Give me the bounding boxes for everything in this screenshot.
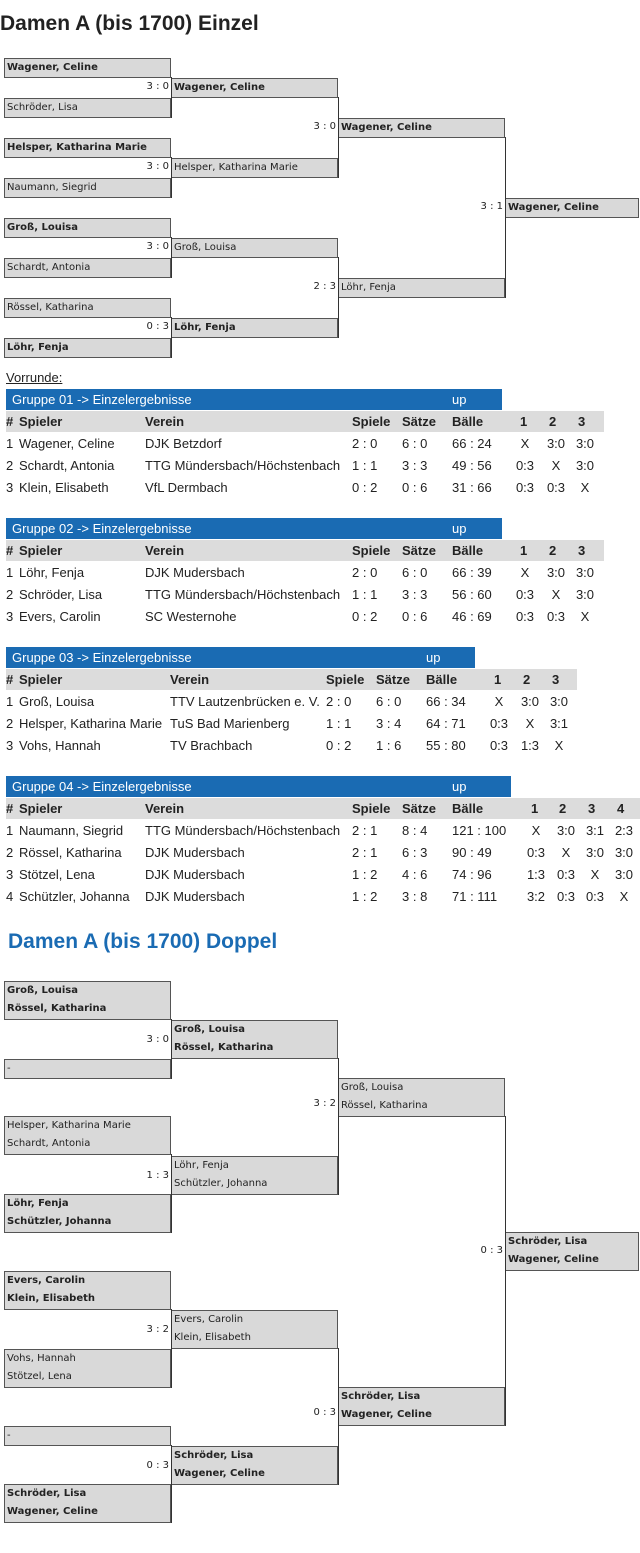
player-name: Groß, Louisa	[7, 222, 78, 233]
group-column-header	[6, 540, 604, 561]
row-sets: 3 : 3	[402, 458, 428, 473]
group-header[interactable]	[6, 518, 502, 539]
column-header-opponent: 1	[531, 801, 539, 816]
row-player: Wagener, Celine	[19, 436, 115, 451]
player-name: Groß, Louisa	[174, 1024, 245, 1035]
row-player: Schützler, Johanna	[19, 889, 130, 904]
match-score: 2 : 3	[313, 281, 336, 292]
bracket-line	[171, 77, 172, 118]
bracket-line	[171, 1445, 172, 1523]
bracket-line	[338, 1058, 339, 1195]
einzel-r1-entry[interactable]	[4, 178, 171, 198]
group-title[interactable]: Gruppe 02 -> Einzelergebnisse	[12, 521, 192, 536]
row-sets: 6 : 3	[402, 845, 428, 860]
match-score: 3 : 2	[146, 1324, 169, 1335]
row-balls: 90 : 49	[452, 845, 492, 860]
row-club: TTG Mündersbach/Höchstenbach	[145, 823, 341, 838]
row-result: 3:0	[575, 458, 595, 473]
player-name: Schröder, Lisa	[7, 1488, 87, 1499]
group-column-header	[6, 669, 577, 690]
bracket-line	[505, 137, 506, 298]
row-result: 1:3	[520, 738, 540, 753]
doppel-r1-entry[interactable]	[4, 981, 171, 1020]
player-name: Helsper, Katharina Marie	[7, 1120, 131, 1131]
column-header-baelle: Bälle	[452, 801, 484, 816]
column-header-spieler: Spieler	[19, 543, 63, 558]
player-name: -	[7, 1430, 11, 1441]
row-result: 3:0	[614, 845, 634, 860]
player-name: Schützler, Johanna	[7, 1216, 112, 1227]
vorrunde-label: Vorrunde:	[6, 370, 63, 385]
player-name: Wagener, Celine	[508, 202, 599, 213]
doppel-r1-entry[interactable]	[4, 1194, 171, 1233]
row-balls: 121 : 100	[452, 823, 507, 838]
row-rank: 1	[6, 436, 14, 451]
doppel-r2-entry[interactable]	[171, 1446, 338, 1485]
row-club: VfL Dermbach	[145, 480, 228, 495]
row-rank: 3	[6, 867, 14, 882]
row-rank: 4	[6, 889, 14, 904]
group-title[interactable]: Gruppe 04 -> Einzelergebnisse	[12, 779, 192, 794]
bracket-line	[171, 1019, 172, 1079]
player-name: Wagener, Celine	[341, 122, 432, 133]
row-sets: 8 : 4	[402, 823, 428, 838]
doppel-r1-entry[interactable]	[4, 1271, 171, 1310]
row-club: DJK Mudersbach	[145, 845, 245, 860]
row-result: 0:3	[556, 867, 576, 882]
row-result: X	[520, 565, 530, 580]
doppel-r2-entry[interactable]	[171, 1310, 338, 1349]
player-name: Wagener, Celine	[341, 1409, 432, 1420]
group-column-header	[6, 411, 604, 432]
row-player: Evers, Carolin	[19, 609, 101, 624]
row-balls: 71 : 111	[452, 889, 498, 904]
doppel-r3-entry[interactable]	[338, 1078, 505, 1117]
row-player: Vohs, Hannah	[19, 738, 101, 753]
row-result: 2:3	[614, 823, 634, 838]
player-name: -	[7, 1063, 11, 1074]
row-result: 0:3	[585, 889, 605, 904]
group-header[interactable]	[6, 647, 475, 668]
row-result: X	[580, 609, 590, 624]
column-header-baelle: Bälle	[452, 543, 484, 558]
row-result: 3:0	[575, 565, 595, 580]
row-result: 3:0	[549, 694, 569, 709]
column-header-hash: #	[6, 543, 14, 558]
column-header-saetze: Sätze	[402, 543, 436, 558]
row-result: 3:0	[546, 436, 566, 451]
einzel-r1-entry[interactable]	[4, 218, 171, 238]
doppel-title: Damen A (bis 1700) Doppel	[8, 930, 278, 953]
row-result: X	[561, 845, 571, 860]
player-name: Schröder, Lisa	[7, 102, 78, 113]
column-header-opponent: 1	[494, 672, 502, 687]
up-link[interactable]: up	[452, 779, 467, 794]
column-header-saetze: Sätze	[376, 672, 410, 687]
column-header-opponent: 2	[549, 543, 557, 558]
row-result: 3:0	[520, 694, 540, 709]
row-rank: 3	[6, 609, 14, 624]
column-header-opponent: 3	[578, 543, 586, 558]
row-rank: 1	[6, 823, 14, 838]
row-player: Helsper, Katharina Marie	[19, 716, 163, 731]
einzel-r1-entry[interactable]	[4, 258, 171, 278]
row-club: DJK Mudersbach	[145, 867, 245, 882]
row-player: Naumann, Siegrid	[19, 823, 124, 838]
up-link[interactable]: up	[452, 392, 467, 407]
row-sets: 3 : 4	[376, 716, 402, 731]
row-balls: 46 : 69	[452, 609, 492, 624]
column-header-opponent: 4	[617, 801, 625, 816]
row-sets: 1 : 6	[376, 738, 402, 753]
row-games: 0 : 2	[352, 609, 378, 624]
player-name: Rössel, Katharina	[341, 1100, 428, 1111]
bracket-line	[171, 157, 172, 198]
player-name: Wagener, Celine	[7, 1506, 98, 1517]
einzel-r1-entry[interactable]	[4, 98, 171, 118]
row-result: X	[619, 889, 629, 904]
bracket-line	[338, 1348, 339, 1485]
row-club: TTG Mündersbach/Höchstenbach	[145, 587, 341, 602]
row-balls: 31 : 66	[452, 480, 492, 495]
row-rank: 3	[6, 738, 14, 753]
group-header[interactable]	[6, 776, 511, 797]
player-name: Evers, Carolin	[7, 1275, 86, 1286]
row-games: 1 : 1	[352, 587, 378, 602]
row-result: X	[551, 458, 561, 473]
row-sets: 6 : 0	[402, 565, 428, 580]
row-result: X	[590, 867, 600, 882]
player-name: Löhr, Fenja	[174, 322, 236, 333]
column-header-opponent: 1	[520, 414, 528, 429]
row-result: X	[494, 694, 504, 709]
match-score: 0 : 3	[480, 1245, 503, 1256]
player-name: Schardt, Antonia	[7, 262, 91, 273]
row-sets: 4 : 6	[402, 867, 428, 882]
player-name: Schardt, Antonia	[7, 1138, 91, 1149]
bracket-line	[171, 237, 172, 278]
row-result: 0:3	[515, 609, 535, 624]
row-balls: 66 : 34	[426, 694, 466, 709]
row-rank: 2	[6, 716, 14, 731]
doppel-r1-entry[interactable]	[4, 1349, 171, 1388]
doppel-r1-entry[interactable]	[4, 1426, 171, 1446]
row-balls: 66 : 39	[452, 565, 492, 580]
player-name: Groß, Louisa	[7, 985, 78, 996]
player-name: Rössel, Katharina	[7, 1003, 107, 1014]
player-name: Wagener, Celine	[174, 1468, 265, 1479]
row-result: 3:0	[614, 867, 634, 882]
row-club: DJK Mudersbach	[145, 889, 245, 904]
row-club: DJK Mudersbach	[145, 565, 245, 580]
column-header-spieler: Spieler	[19, 414, 63, 429]
match-score: 3 : 0	[313, 121, 336, 132]
player-name: Groß, Louisa	[174, 242, 237, 253]
bracket-line	[338, 257, 339, 338]
row-balls: 66 : 24	[452, 436, 492, 451]
doppel-r2-entry[interactable]	[171, 1020, 338, 1059]
player-name: Wagener, Celine	[508, 1254, 599, 1265]
row-result: 3:1	[549, 716, 569, 731]
player-name: Schützler, Johanna	[174, 1178, 268, 1189]
player-name: Groß, Louisa	[341, 1082, 404, 1093]
player-name: Klein, Elisabeth	[174, 1332, 251, 1343]
column-header-saetze: Sätze	[402, 414, 436, 429]
player-name: Schröder, Lisa	[341, 1391, 421, 1402]
row-balls: 56 : 60	[452, 587, 492, 602]
player-name: Schröder, Lisa	[508, 1236, 588, 1247]
row-rank: 2	[6, 458, 14, 473]
match-score: 0 : 3	[146, 1460, 169, 1471]
row-balls: 74 : 96	[452, 867, 492, 882]
row-result: X	[531, 823, 541, 838]
column-header-verein: Verein	[145, 801, 185, 816]
row-rank: 2	[6, 587, 14, 602]
einzel-r1-entry[interactable]	[4, 338, 171, 358]
bracket-line	[171, 1309, 172, 1388]
player-name: Evers, Carolin	[174, 1314, 244, 1325]
row-games: 2 : 1	[352, 823, 378, 838]
group-title[interactable]: Gruppe 01 -> Einzelergebnisse	[12, 392, 192, 407]
row-result: 0:3	[489, 738, 509, 753]
player-name: Vohs, Hannah	[7, 1353, 76, 1364]
row-club: DJK Betzdorf	[145, 436, 222, 451]
row-sets: 6 : 0	[402, 436, 428, 451]
row-games: 1 : 1	[326, 716, 352, 731]
player-name: Wagener, Celine	[7, 62, 98, 73]
row-result: 0:3	[546, 609, 566, 624]
match-score: 0 : 3	[146, 321, 169, 332]
einzel-r1-entry[interactable]	[4, 58, 171, 78]
row-games: 2 : 1	[352, 845, 378, 860]
row-games: 1 : 2	[352, 889, 378, 904]
match-score: 3 : 0	[146, 161, 169, 172]
doppel-r1-entry[interactable]	[4, 1059, 171, 1079]
player-name: Löhr, Fenja	[7, 1198, 69, 1209]
match-score: 3 : 2	[313, 1098, 336, 1109]
match-score: 3 : 0	[146, 81, 169, 92]
row-balls: 64 : 71	[426, 716, 466, 731]
column-header-spiele: Spiele	[326, 672, 365, 687]
row-games: 1 : 1	[352, 458, 378, 473]
column-header-verein: Verein	[145, 414, 185, 429]
row-rank: 3	[6, 480, 14, 495]
up-link[interactable]: up	[426, 650, 441, 665]
column-header-opponent: 1	[520, 543, 528, 558]
player-name: Schröder, Lisa	[174, 1450, 254, 1461]
column-header-verein: Verein	[145, 543, 185, 558]
row-games: 1 : 2	[352, 867, 378, 882]
row-result: 0:3	[526, 845, 546, 860]
row-player: Löhr, Fenja	[19, 565, 85, 580]
column-header-spieler: Spieler	[19, 801, 63, 816]
doppel-final-entry[interactable]	[505, 1232, 639, 1271]
bracket-line	[171, 317, 172, 358]
match-score: 3 : 0	[146, 241, 169, 252]
row-sets: 0 : 6	[402, 609, 428, 624]
row-club: TTG Mündersbach/Höchstenbach	[145, 458, 341, 473]
column-header-verein: Verein	[170, 672, 210, 687]
row-games: 2 : 0	[326, 694, 352, 709]
row-result: 0:3	[546, 480, 566, 495]
row-player: Groß, Louisa	[19, 694, 95, 709]
einzel-title: Damen A (bis 1700) Einzel	[0, 12, 259, 35]
row-result: X	[551, 587, 561, 602]
einzel-r1-entry[interactable]	[4, 138, 171, 158]
einzel-r2-entry[interactable]	[171, 158, 338, 178]
row-result: 0:3	[489, 716, 509, 731]
row-result: 3:2	[526, 889, 546, 904]
column-header-opponent: 2	[523, 672, 531, 687]
column-header-hash: #	[6, 672, 14, 687]
einzel-r3-entry[interactable]	[338, 278, 505, 298]
row-player: Klein, Elisabeth	[19, 480, 109, 495]
row-games: 0 : 2	[352, 480, 378, 495]
row-result: 3:0	[585, 845, 605, 860]
row-result: X	[554, 738, 564, 753]
row-result: 3:0	[575, 587, 595, 602]
match-score: 3 : 1	[480, 201, 503, 212]
up-link[interactable]: up	[452, 521, 467, 536]
row-sets: 3 : 8	[402, 889, 428, 904]
column-header-opponent: 2	[549, 414, 557, 429]
player-name: Naumann, Siegrid	[7, 182, 97, 193]
row-result: 0:3	[556, 889, 576, 904]
group-title[interactable]: Gruppe 03 -> Einzelergebnisse	[12, 650, 192, 665]
row-result: 0:3	[515, 480, 535, 495]
row-sets: 6 : 0	[376, 694, 402, 709]
column-header-baelle: Bälle	[452, 414, 484, 429]
player-name: Klein, Elisabeth	[7, 1293, 96, 1304]
row-player: Rössel, Katharina	[19, 845, 122, 860]
player-name: Löhr, Fenja	[341, 282, 396, 293]
row-rank: 2	[6, 845, 14, 860]
player-name: Wagener, Celine	[174, 82, 265, 93]
row-rank: 1	[6, 565, 14, 580]
row-result: X	[580, 480, 590, 495]
column-header-spiele: Spiele	[352, 543, 391, 558]
einzel-r3-entry[interactable]	[338, 118, 505, 138]
bracket-line	[338, 97, 339, 178]
match-score: 1 : 3	[146, 1170, 169, 1181]
column-header-hash: #	[6, 414, 14, 429]
player-name: Rössel, Katharina	[174, 1042, 274, 1053]
column-header-saetze: Sätze	[402, 801, 436, 816]
row-games: 2 : 0	[352, 436, 378, 451]
einzel-r2-entry[interactable]	[171, 78, 338, 98]
row-player: Schröder, Lisa	[19, 587, 103, 602]
row-player: Schardt, Antonia	[19, 458, 115, 473]
match-score: 3 : 0	[146, 1034, 169, 1045]
row-games: 2 : 0	[352, 565, 378, 580]
doppel-r3-entry[interactable]	[338, 1387, 505, 1426]
column-header-spiele: Spiele	[352, 414, 391, 429]
row-club: TTV Lautzenbrücken e. V.	[170, 694, 320, 709]
einzel-final-entry[interactable]	[505, 198, 639, 218]
column-header-spiele: Spiele	[352, 801, 391, 816]
row-balls: 49 : 56	[452, 458, 492, 473]
player-name: Löhr, Fenja	[7, 342, 69, 353]
einzel-r2-entry[interactable]	[171, 318, 338, 338]
row-sets: 0 : 6	[402, 480, 428, 495]
column-header-opponent: 3	[588, 801, 596, 816]
column-header-spieler: Spieler	[19, 672, 63, 687]
row-sets: 3 : 3	[402, 587, 428, 602]
column-header-opponent: 3	[578, 414, 586, 429]
player-name: Helsper, Katharina Marie	[174, 162, 298, 173]
row-result: 0:3	[515, 587, 535, 602]
doppel-r2-entry[interactable]	[171, 1156, 338, 1195]
row-result: 3:0	[556, 823, 576, 838]
row-result: X	[525, 716, 535, 731]
row-club: TV Brachbach	[170, 738, 253, 753]
row-result: 3:1	[585, 823, 605, 838]
bracket-line	[171, 1154, 172, 1233]
column-header-hash: #	[6, 801, 14, 816]
group-header[interactable]	[6, 389, 502, 410]
row-rank: 1	[6, 694, 14, 709]
column-header-opponent: 3	[552, 672, 560, 687]
column-header-baelle: Bälle	[426, 672, 458, 687]
row-games: 0 : 2	[326, 738, 352, 753]
row-result: 1:3	[526, 867, 546, 882]
row-club: SC Westernohe	[145, 609, 237, 624]
row-result: 3:0	[575, 436, 595, 451]
row-player: Stötzel, Lena	[19, 867, 95, 882]
row-result: 0:3	[515, 458, 535, 473]
column-header-opponent: 2	[559, 801, 567, 816]
doppel-r1-entry[interactable]	[4, 1116, 171, 1155]
doppel-r1-entry[interactable]	[4, 1484, 171, 1523]
row-result: X	[520, 436, 530, 451]
bracket-line	[505, 1116, 506, 1426]
player-name: Stötzel, Lena	[7, 1371, 72, 1382]
row-result: 3:0	[546, 565, 566, 580]
row-balls: 55 : 80	[426, 738, 466, 753]
einzel-r1-entry[interactable]	[4, 298, 171, 318]
player-name: Helsper, Katharina Marie	[7, 142, 147, 153]
player-name: Rössel, Katharina	[7, 302, 94, 313]
match-score: 0 : 3	[313, 1407, 336, 1418]
einzel-r2-entry[interactable]	[171, 238, 338, 258]
player-name: Löhr, Fenja	[174, 1160, 229, 1171]
row-club: TuS Bad Marienberg	[170, 716, 290, 731]
